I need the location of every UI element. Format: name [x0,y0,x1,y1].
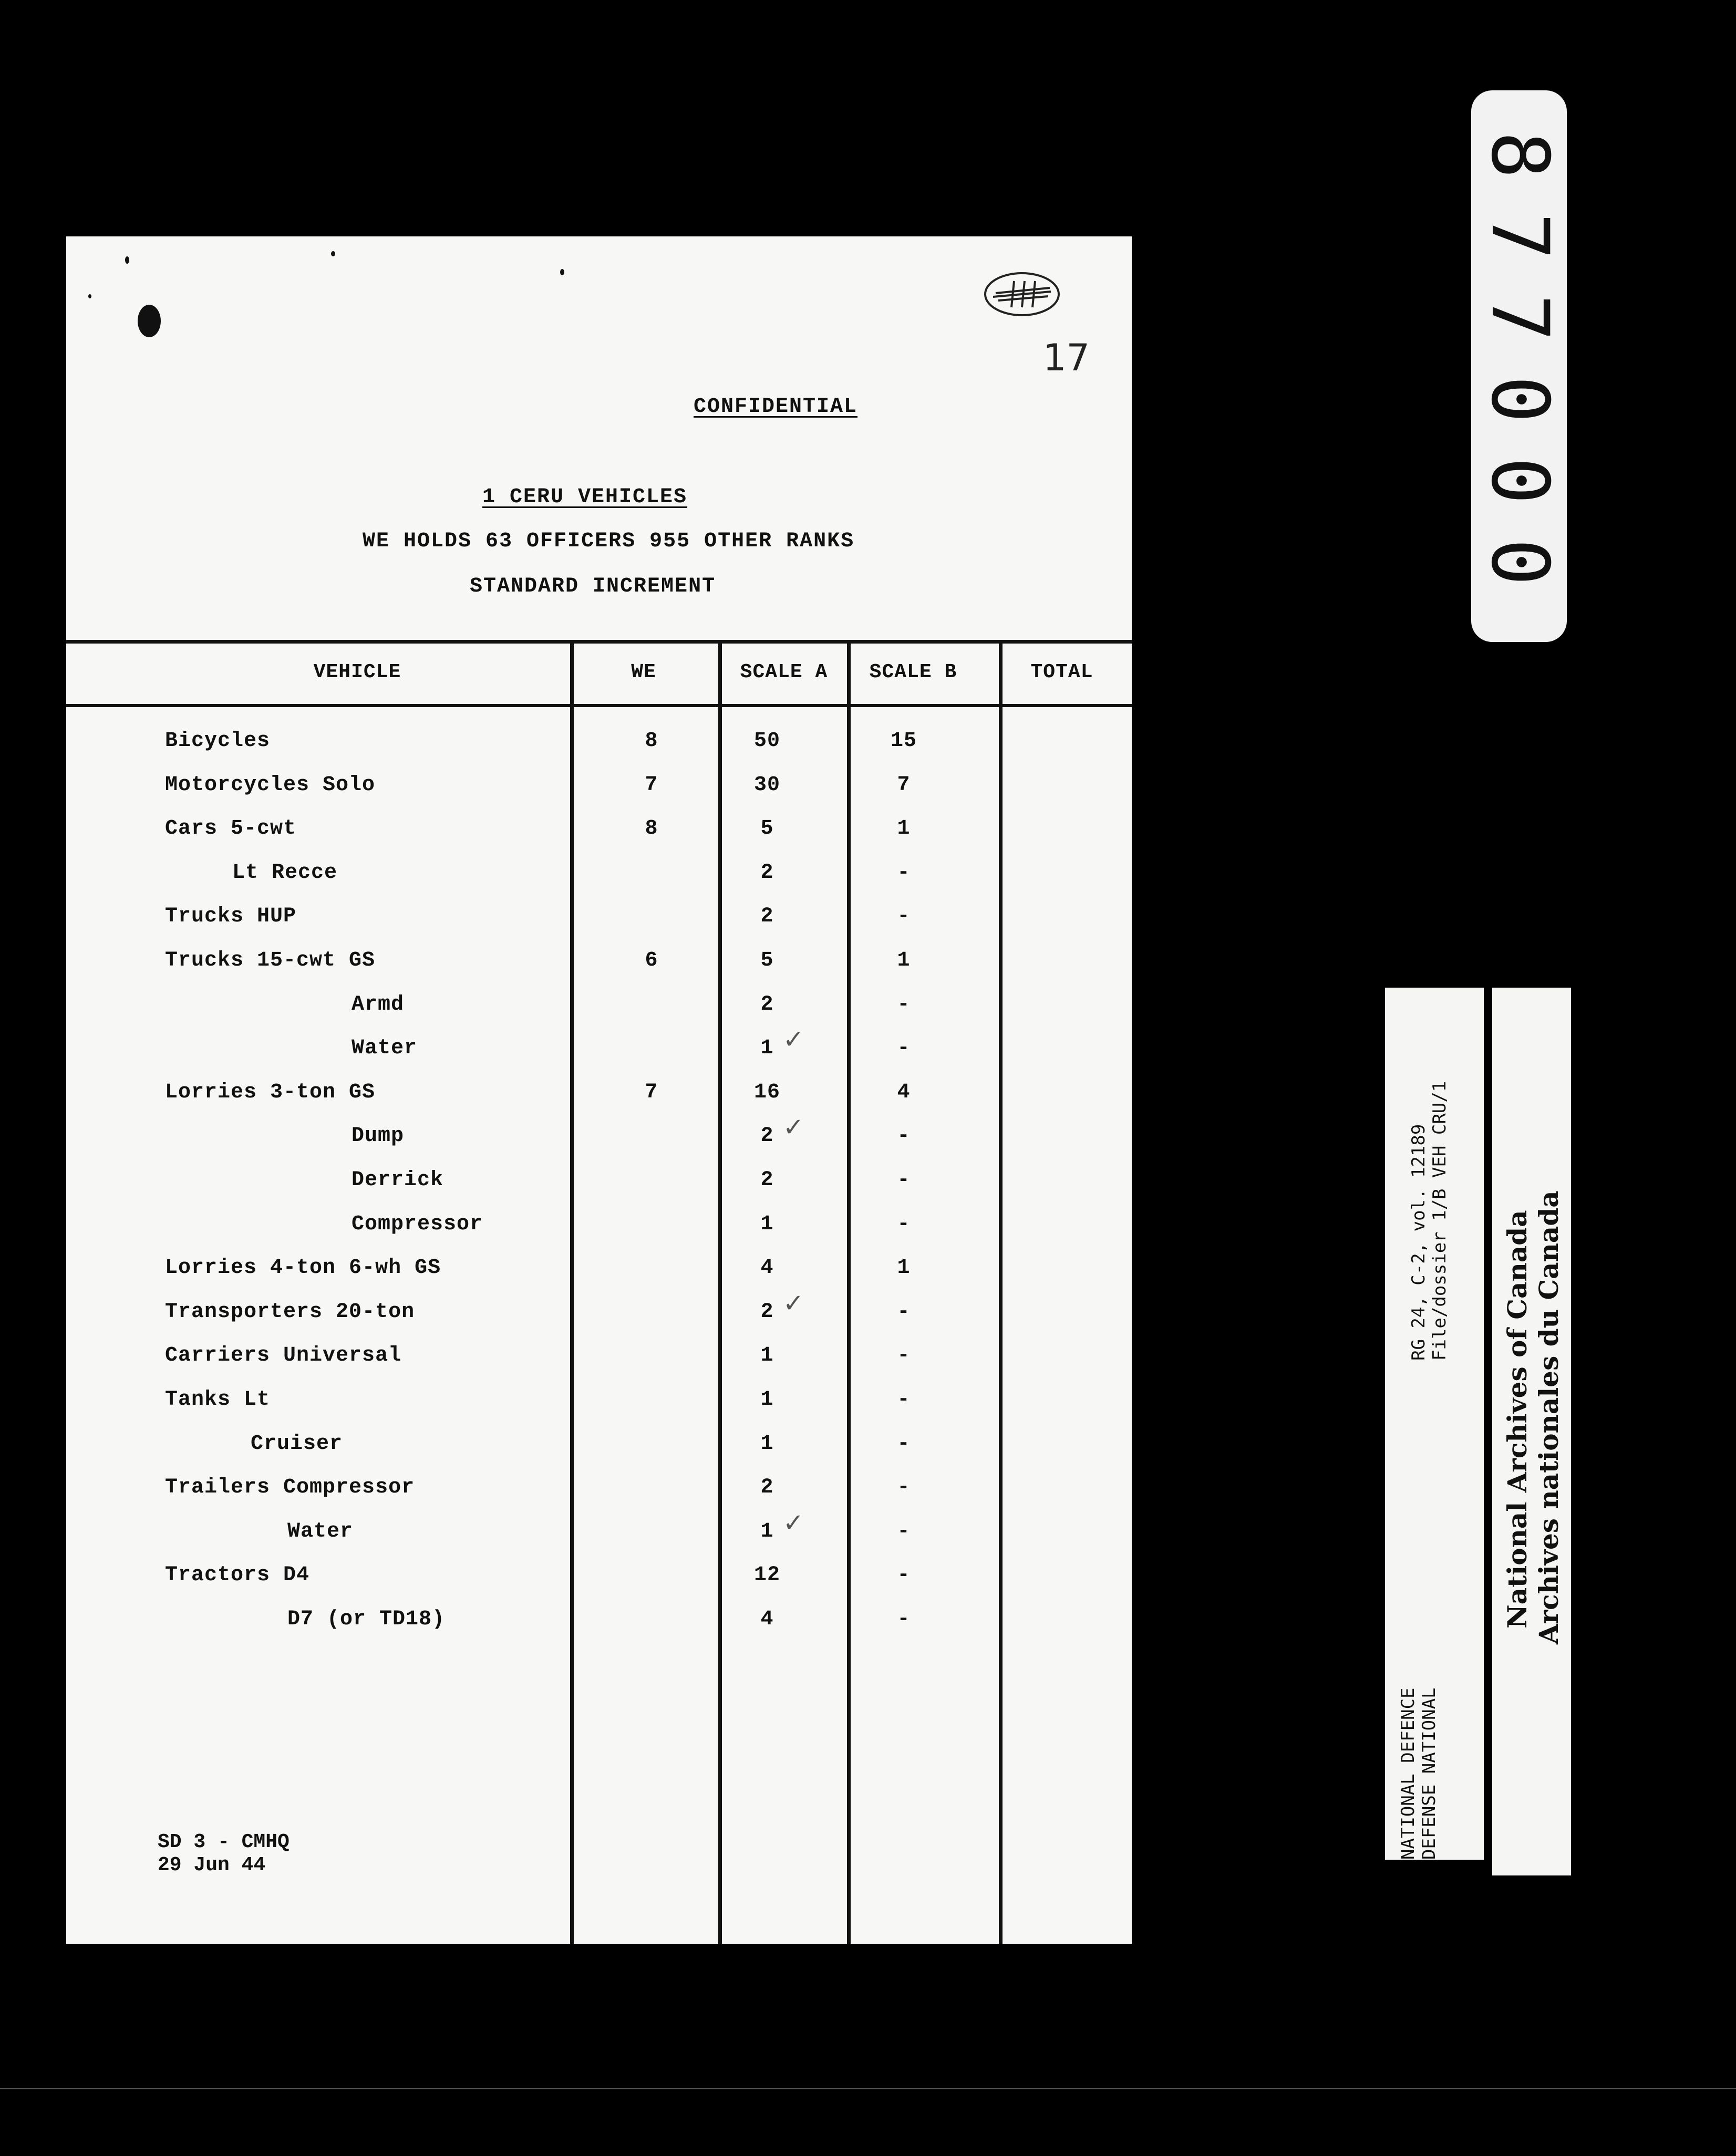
table-cell-scale-a: 2 [760,861,774,885]
table-cell-scale-a: 5 [760,817,774,841]
reel-digit: 0 [1474,375,1565,423]
table-cell-scale-a: 2 [760,993,774,1017]
table-cell-scale-a: 1 [760,1212,774,1236]
table-cell-scale-b: - [897,993,911,1017]
table-cell-vehicle: Dump [352,1124,405,1148]
column-header-scale-b: SCALE B [869,661,957,683]
table-cell-scale-b: - [897,1036,911,1060]
archives-name-french: Archives nationales du Canada [1533,1190,1564,1644]
check-mark-icon: ✓ [783,1508,804,1538]
table-cell-scale-a: 2 [760,1476,774,1499]
table-column-divider [999,640,1003,1944]
archive-reference-line-1: RG 24, C-2, vol. 12189 [1408,1124,1429,1361]
table-cell-vehicle: Water [352,1036,418,1060]
table-cell-vehicle: Trucks HUP [165,905,297,928]
punch-hole-mark [138,305,161,337]
table-top-rule [66,640,1132,644]
table-cell-we: 7 [645,773,658,797]
footer-source: SD 3 - CMHQ [158,1831,290,1853]
table-column-divider [570,640,574,1944]
table-cell-scale-b: - [897,1608,911,1631]
table-cell-vehicle: Transporters 20-ton [165,1300,415,1324]
speck-mark [331,251,335,256]
department-line-2: DEFENSE NATIONAL [1419,1687,1440,1860]
table-cell-scale-a: 2 [760,1300,774,1324]
table-cell-we: 8 [645,729,658,753]
table-cell-scale-a: 1 [760,1432,774,1456]
table-cell-we: 6 [645,949,658,972]
table-cell-vehicle: Lorries 3-ton GS [165,1081,376,1104]
table-cell-scale-b: - [897,1563,911,1587]
table-cell-vehicle: Armd [352,993,405,1017]
column-header-we: WE [631,661,656,683]
table-cell-scale-b: 1 [897,1256,911,1280]
table-cell-scale-b: - [897,1520,911,1543]
department-line-1: NATIONAL DEFENCE [1398,1687,1419,1860]
table-cell-scale-b: 7 [897,773,911,797]
reel-digit: 7 [1474,212,1565,261]
document-title: 1 CERU VEHICLES [482,485,688,509]
table-cell-scale-b: 4 [897,1081,911,1104]
table-cell-scale-a: 50 [753,729,780,753]
table-cell-scale-b: 1 [897,949,911,972]
speck-mark [560,269,564,275]
document-footer [158,1831,290,1877]
column-header-vehicle: VEHICLE [313,661,401,683]
table-cell-scale-b: 15 [890,729,917,753]
archives-name-english: National Archives of Canada [1502,1210,1533,1629]
table-cell-scale-a: 2 [760,1168,774,1192]
table-cell-vehicle: Compressor [352,1212,483,1236]
table-cell-scale-b: - [897,1300,911,1324]
table-cell-vehicle: D7 (or TD18) [287,1608,446,1631]
reel-digit: 0 [1474,457,1565,505]
table-cell-scale-b: - [897,1388,911,1412]
table-cell-scale-b: - [897,1124,911,1148]
table-cell-vehicle: Trucks 15-cwt GS [165,949,376,972]
table-cell-scale-b: - [897,1168,911,1192]
document-subtitle: WE HOLDS 63 OFFICERS 955 OTHER RANKS [363,530,855,553]
reel-digit: 0 [1474,538,1565,586]
classification-heading: CONFIDENTIAL [694,395,858,419]
table-cell-scale-a: 2 [760,1124,774,1148]
table-cell-scale-a: 16 [753,1081,780,1104]
table-cell-scale-a: 2 [760,905,774,928]
speck-mark [88,294,91,298]
table-cell-scale-b: - [897,1432,911,1456]
table-cell-vehicle: Trailers Compressor [165,1476,415,1499]
table-cell-scale-b: - [897,905,911,928]
struck-page-number-mark [983,268,1061,320]
table-cell-scale-a: 1 [760,1388,774,1412]
table-cell-scale-a: 4 [760,1256,774,1280]
table-cell-vehicle: Water [287,1520,354,1543]
document-subtitle-increment: STANDARD INCREMENT [470,575,716,598]
table-cell-scale-b: - [897,1344,911,1367]
table-cell-scale-a: 30 [753,773,780,797]
table-cell-vehicle: Tractors D4 [165,1563,310,1587]
table-cell-vehicle: Motorcycles Solo [165,773,376,797]
table-cell-scale-a: 1 [760,1344,774,1367]
table-cell-scale-a: 4 [760,1608,774,1631]
check-mark-icon: ✓ [783,1025,804,1054]
table-cell-scale-a: 12 [753,1563,780,1587]
table-cell-vehicle: Carriers Universal [165,1344,402,1367]
reel-digit: 8 [1474,131,1565,179]
table-cell-vehicle: Cars 5-cwt [165,817,297,841]
table-cell-scale-b: - [897,1476,911,1499]
handwritten-page-number: 17 [1043,336,1090,379]
table-cell-vehicle: Cruiser [251,1432,343,1456]
table-cell-vehicle: Derrick [352,1168,444,1192]
column-header-scale-a: SCALE A [740,661,828,683]
table-cell-we: 7 [645,1081,658,1104]
table-cell-vehicle: Lt Recce [232,861,338,885]
table-cell-we: 8 [645,817,658,841]
check-mark-icon: ✓ [783,1289,804,1318]
column-header-total: TOTAL [1030,661,1093,683]
table-cell-scale-b: - [897,1212,911,1236]
table-cell-scale-a: 1 [760,1036,774,1060]
table-header-rule [66,704,1132,707]
scan-edge-line [0,2088,1736,2089]
footer-date: 29 Jun 44 [158,1854,266,1877]
archive-reference-line-2: File/dossier 1/B VEH CRU/1 [1429,1081,1450,1361]
reel-digit: 7 [1474,294,1565,342]
table-cell-scale-b: 1 [897,817,911,841]
table-cell-vehicle: Bicycles [165,729,271,753]
table-cell-scale-a: 1 [760,1520,774,1543]
table-cell-vehicle: Lorries 4-ton 6-wh GS [165,1256,441,1280]
table-cell-vehicle: Tanks Lt [165,1388,271,1412]
speck-mark [125,256,129,264]
check-mark-icon: ✓ [783,1113,804,1142]
table-cell-scale-b: - [897,861,911,885]
table-cell-scale-a: 5 [760,949,774,972]
